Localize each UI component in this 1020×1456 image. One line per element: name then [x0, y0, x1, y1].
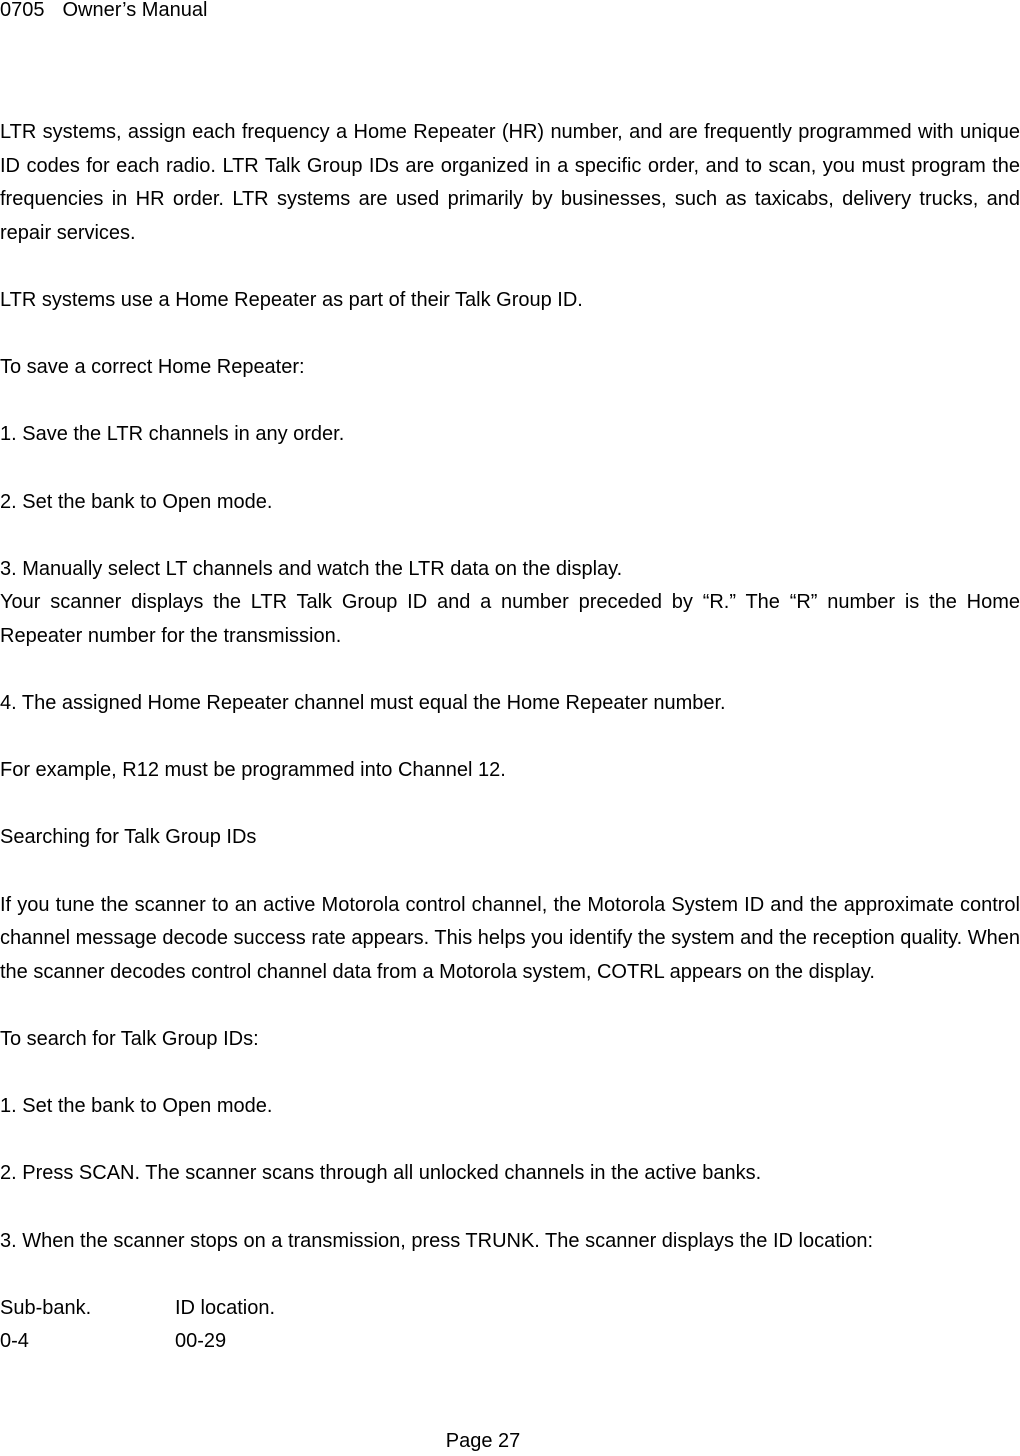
- column-header-sub-bank: Sub-bank.: [0, 1296, 92, 1319]
- step-item: 3. Manually select LT channels and watch the LTR data on the display.: [0, 557, 623, 580]
- page-header: [0, 0, 207, 22]
- table-cell-sub-bank: 0-4: [0, 1330, 29, 1353]
- column-header-id-location: ID location.: [175, 1296, 276, 1319]
- example-paragraph: For example, R12 must be programmed into Channel 12.: [0, 759, 506, 782]
- id-location-table: [0, 1292, 1020, 1359]
- document-code: 0705: [0, 0, 45, 21]
- intro-paragraph: LTR systems, assign each frequency a Home Repeater (HR) number, and are frequently programmed with unique ID codes for each radio. LTR Talk Group IDs are organized in a specific order, and to scan, you must program the frequencies in HR order. LTR systems are used primarily by businesses, such as taxicabs, delivery trucks, and repair services.: [0, 121, 1020, 244]
- table-row: [0, 1325, 1020, 1359]
- table-cell-id-location: 00-29: [175, 1330, 227, 1353]
- page-number: Page 27: [445, 1430, 521, 1452]
- procedure-heading: To search for Talk Group IDs:: [0, 1028, 259, 1051]
- section-heading: Searching for Talk Group IDs: [0, 826, 257, 849]
- step-item: 4. The assigned Home Repeater channel must equal the Home Repeater number.: [0, 692, 726, 715]
- step-item: 1. Save the LTR channels in any order.: [0, 423, 345, 446]
- step-note: Your scanner displays the LTR Talk Group ID and a number preceded by “R.” The “R” number is the Home Repeater number for the transmission.: [0, 591, 1020, 647]
- step-item: 2. Set the bank to Open mode.: [0, 490, 273, 513]
- page-body: [0, 116, 1020, 1359]
- table-header-row: [0, 1292, 1020, 1326]
- body-paragraph: LTR systems use a Home Repeater as part of their Talk Group ID.: [0, 288, 583, 311]
- step-item: 1. Set the bank to Open mode.: [0, 1095, 273, 1118]
- procedure-heading: To save a correct Home Repeater:: [0, 356, 305, 379]
- step-item: 2. Press SCAN. The scanner scans through all unlocked channels in the active banks.: [0, 1162, 762, 1185]
- body-paragraph: If you tune the scanner to an active Motorola control channel, the Motorola System ID and the approximate control channel message decode success rate appears. This helps you identify the system and the reception quality. When the scanner decodes control channel data from a Motorola system, COTRL appears on the display.: [0, 893, 1020, 983]
- document-title: Owner’s Manual: [62, 0, 208, 21]
- step-item: 3. When the scanner stops on a transmission, press TRUNK. The scanner displays the ID location:: [0, 1229, 874, 1252]
